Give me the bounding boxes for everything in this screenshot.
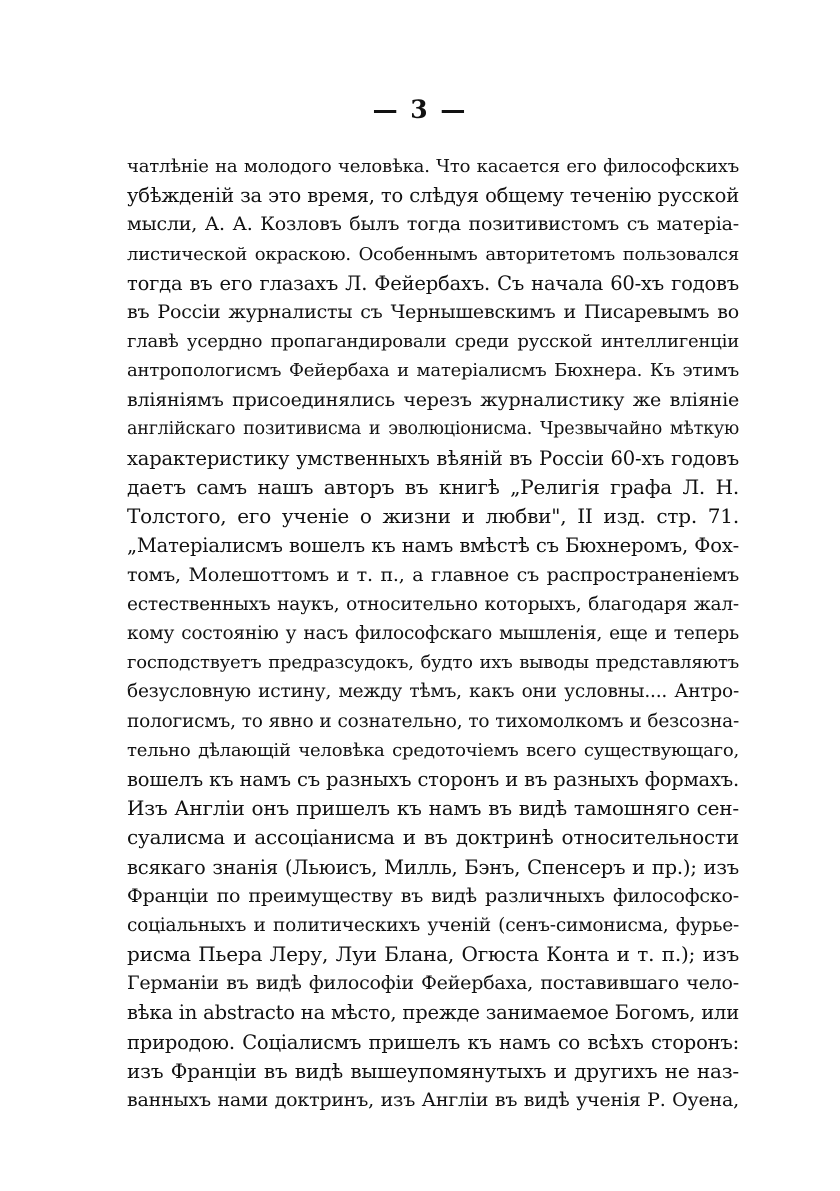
text-line: безусловную истину, между тѣмъ, какъ они условны.... Антро- — [127, 681, 739, 703]
text-line: томъ, Молешоттомъ и т. п., а главное съ распространеніемъ — [127, 563, 739, 586]
body-text — [127, 152, 739, 1115]
text-line: Толстого, его ученіе о жизни и любви", II изд. стр. 71. — [127, 504, 739, 529]
text-line: тогда въ его глазахъ Л. Фейербахъ. Съ начала 60-хъ годовъ — [127, 271, 739, 295]
text-line: рисма Пьера Леру, Луи Блана, Огюста Конта и т. п.); изъ — [127, 942, 739, 967]
text-line: вѣка in abstracto на мѣсто, прежде занимаемое Богомъ, или — [127, 1001, 739, 1025]
text-line: соціальныхъ и политическихъ ученій (сенъ-симонисма, фурье- — [127, 914, 739, 936]
text-line: изъ Франціи въ видѣ вышеупомянутыхъ и другихъ не наз- — [127, 1058, 739, 1083]
text-line: англійскаго позитивисма и эволюціонисма. Чрезвычайно мѣткую — [127, 418, 739, 439]
text-line: листической окраскою. Особеннымъ авторитетомъ пользовался — [127, 243, 739, 265]
text-line: главѣ усердно пропагандировали среди русской интеллигенціи — [127, 331, 739, 353]
text-line: господствуетъ предразсудокъ, будто ихъ выводы представляютъ — [127, 652, 739, 674]
text-line: мысли, А. А. Козловъ былъ тогда позитивистомъ съ матеріа- — [127, 213, 739, 236]
text-line: чатлѣніе на молодого человѣка. Что касается его философскихъ — [127, 156, 739, 177]
text-line: Германіи въ видѣ философіи Фейербаха, поставившаго чело- — [127, 972, 739, 995]
text-line: въ Россіи журналисты съ Чернышевскимъ и Писаревымъ во — [127, 300, 739, 323]
text-line: природою. Соціалисмъ пришелъ къ намъ со всѣхъ сторонъ: — [127, 1030, 739, 1054]
text-line: вліяніямъ присоединялись черезъ журналистику же вліяніе — [127, 388, 739, 411]
text-line: вошелъ къ намъ съ разныхъ сторонъ и въ разныхъ формахъ. — [127, 767, 739, 791]
text-line: естественныхъ наукъ, относительно которыхъ, благодаря жал- — [127, 593, 739, 615]
text-line: характеристику умственныхъ вѣяній въ Россіи 60-хъ годовъ — [127, 446, 739, 470]
text-line: „Матеріалисмъ вошелъ къ намъ вмѣстѣ съ Бюхнеромъ, Фох- — [127, 534, 739, 558]
text-line: Изъ Англіи онъ пришелъ къ намъ въ видѣ тамошняго сен- — [127, 796, 739, 821]
text-line: всякаго знанія (Льюисъ, Милль, Бэнъ, Спенсеръ и пр.); изъ — [127, 855, 739, 879]
page-number: — 3 — — [372, 95, 468, 124]
text-line: ванныхъ нами доктринъ, изъ Англіи въ видѣ ученія Р. Оуена, — [127, 1089, 739, 1111]
text-line: антропологисмъ Фейербаха и матеріалисмъ Бюхнера. Къ этимъ — [127, 360, 739, 382]
text-line: убѣжденій за это время, то слѣдуя общему теченію русской — [127, 184, 739, 208]
text-line: даетъ самъ нашъ авторъ въ книгѣ „Религія графа Л. Н. — [127, 475, 739, 500]
text-line: тельно дѣлающій человѣка средоточіемъ всего существующаго, — [127, 739, 739, 761]
text-line: суалисма и ассоціанисма и въ доктринѣ относительности — [127, 825, 739, 850]
text-line: пологисмъ, то явно и сознательно, то тихомолкомъ и безсозна- — [127, 710, 739, 732]
text-line: Франціи по преимуществу въ видѣ различныхъ философско- — [127, 884, 739, 907]
text-line: кому состоянію у насъ философскаго мышленія, еще и теперь — [127, 623, 739, 644]
